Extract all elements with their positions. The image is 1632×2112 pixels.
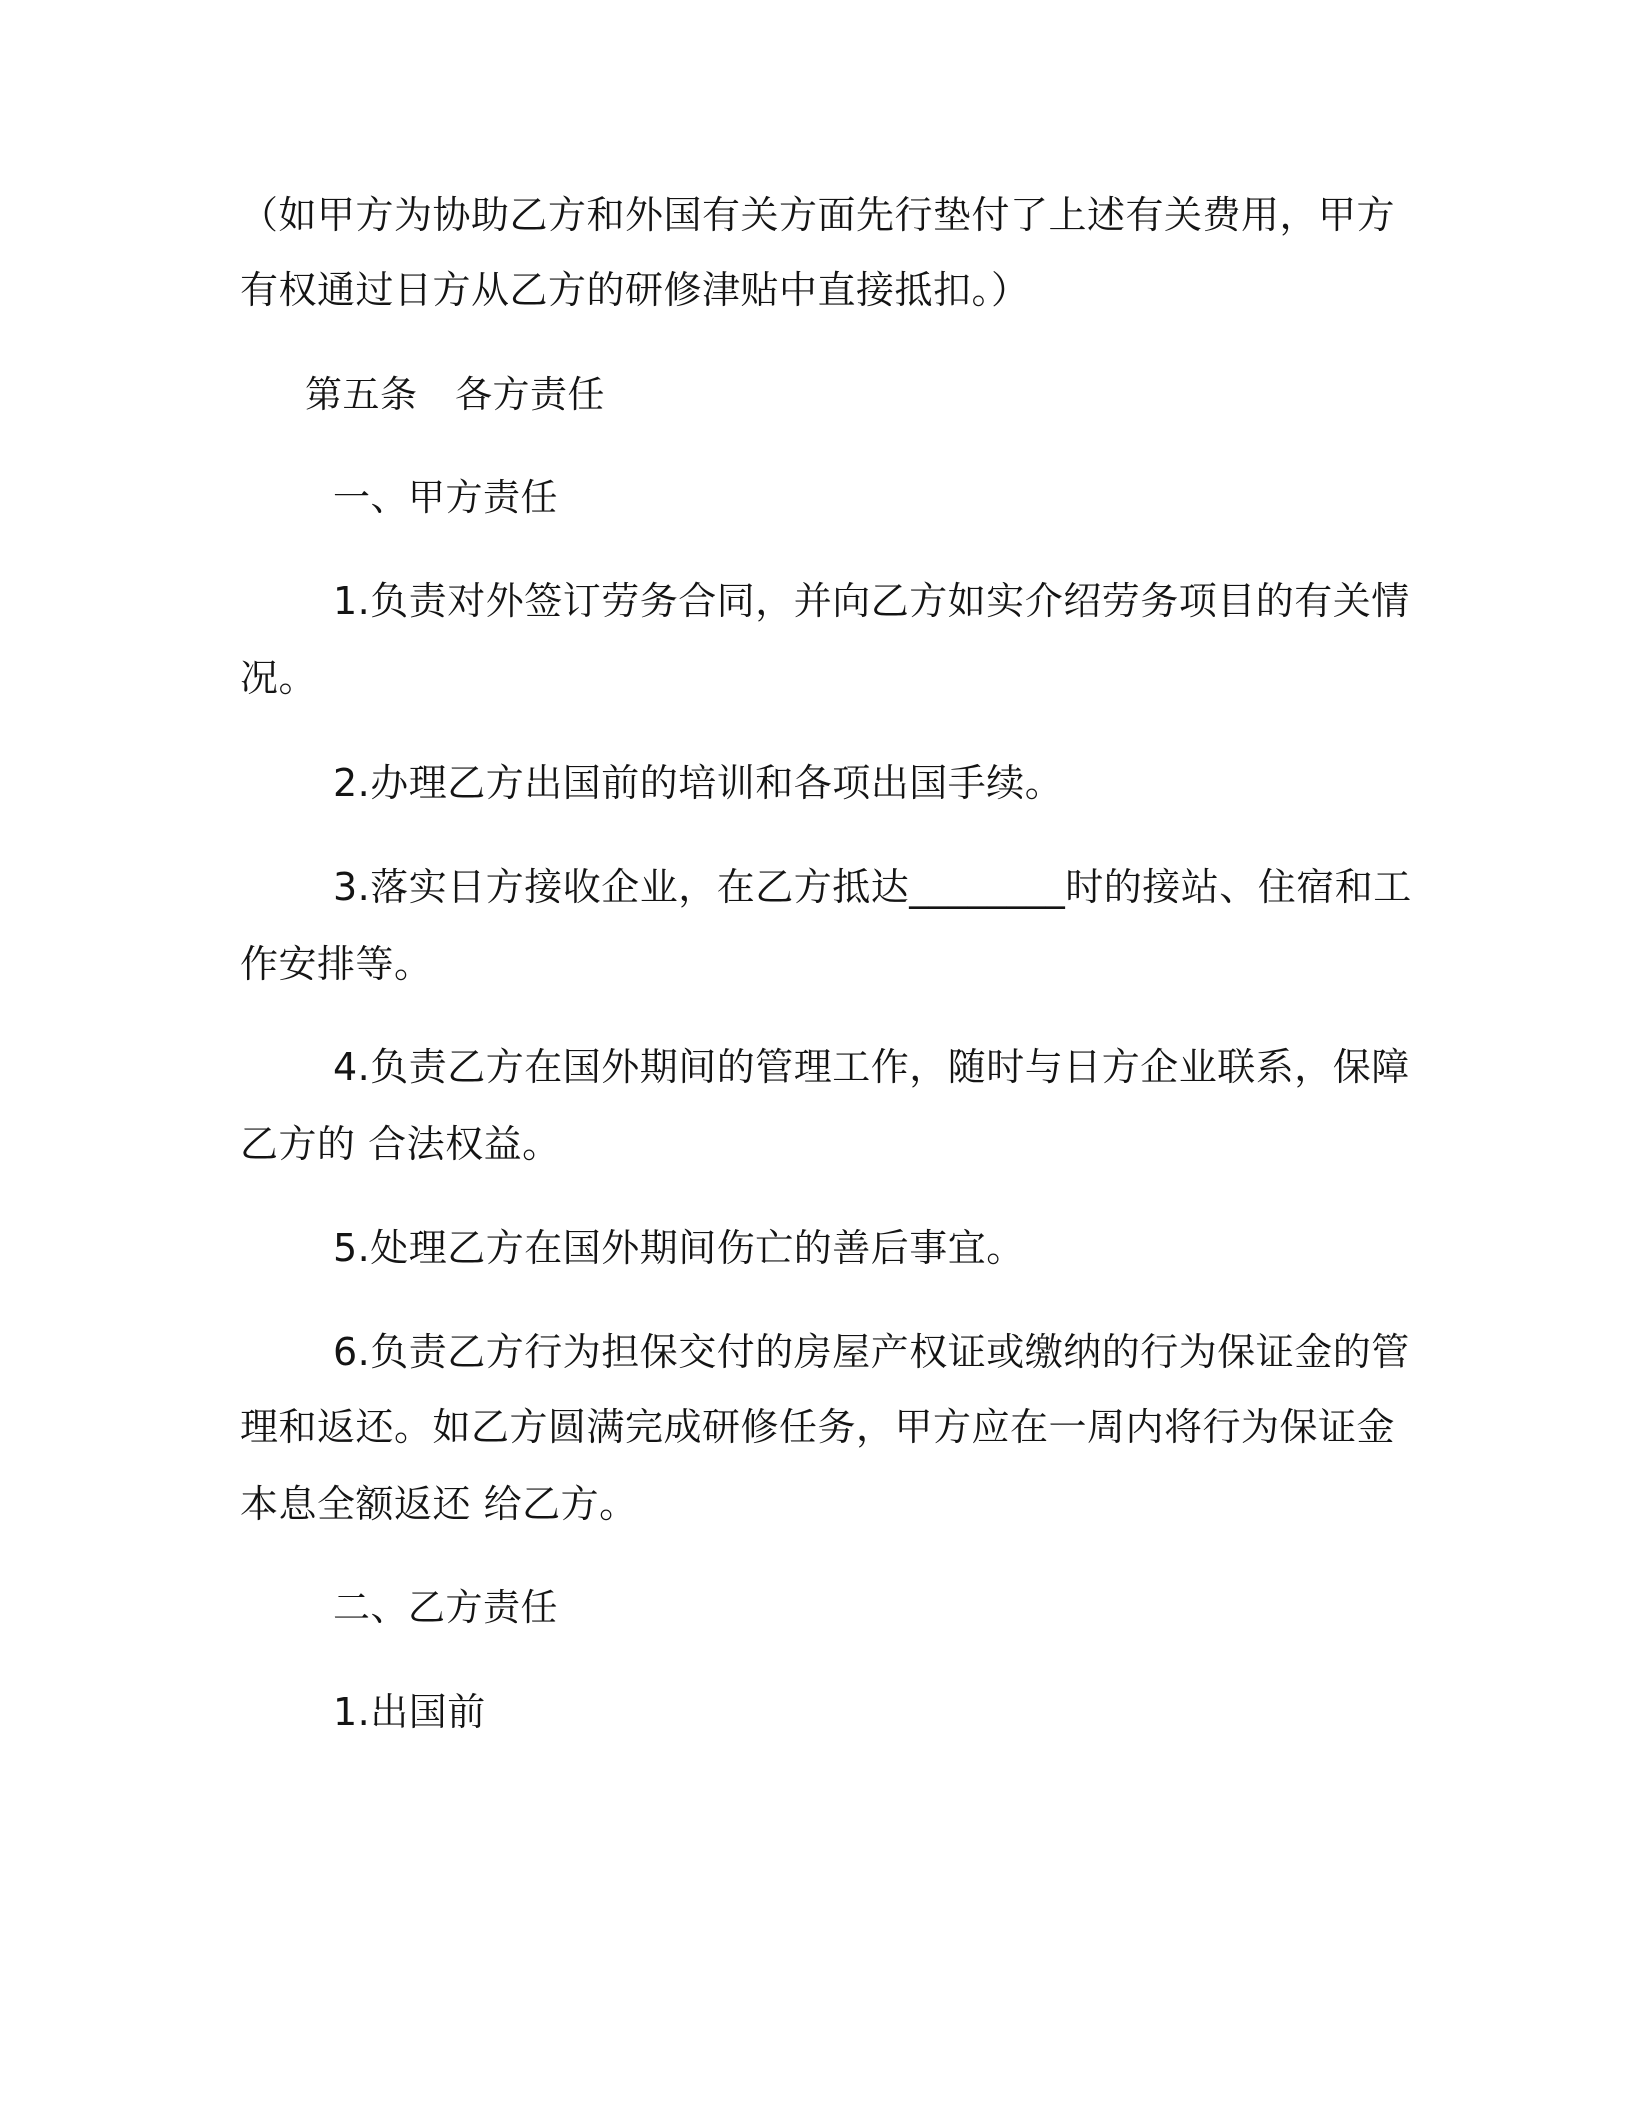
section-title-party-a: 一、甲方责任 xyxy=(333,476,558,519)
sub-item-1: 1.出国前 xyxy=(333,1690,486,1734)
section-title-party-b: 二、乙方责任 xyxy=(333,1586,558,1629)
item-6-line-2: 理和返还。如乙方圆满完成研修任务，甲方应在一周内将行为保证金 xyxy=(240,1405,1396,1449)
item-3-line-1: 3.落实日方接收企业，在乙方抵达________时的接站、住宿和工 xyxy=(333,865,1412,909)
item-4-line-2: 乙方的 合法权益。 xyxy=(240,1122,561,1166)
intro-line-1: （如甲方为协助乙方和外国有关方面先行垫付了上述有关费用，甲方 xyxy=(240,193,1396,237)
intro-line-2: 有权通过日方从乙方的研修津贴中直接抵扣。） xyxy=(240,268,1030,312)
article-title: 第五条 各方责任 xyxy=(305,373,605,416)
item-2: 2.办理乙方出国前的培训和各项出国手续。 xyxy=(333,761,1064,805)
item-6-line-1: 6.负责乙方行为担保交付的房屋产权证或缴纳的行为保证金的管 xyxy=(333,1330,1410,1374)
item-6-line-3: 本息全额返还 给乙方。 xyxy=(240,1482,638,1526)
item-4-line-1: 4.负责乙方在国外期间的管理工作，随时与日方企业联系，保障 xyxy=(333,1045,1410,1089)
item-1-line-1: 1.负责对外签订劳务合同，并向乙方如实介绍劳务项目的有关情 xyxy=(333,579,1410,623)
item-3-line-2: 作安排等。 xyxy=(240,942,433,986)
item-5: 5.处理乙方在国外期间伤亡的善后事宜。 xyxy=(333,1226,1025,1270)
item-1-line-2: 况。 xyxy=(240,656,318,700)
